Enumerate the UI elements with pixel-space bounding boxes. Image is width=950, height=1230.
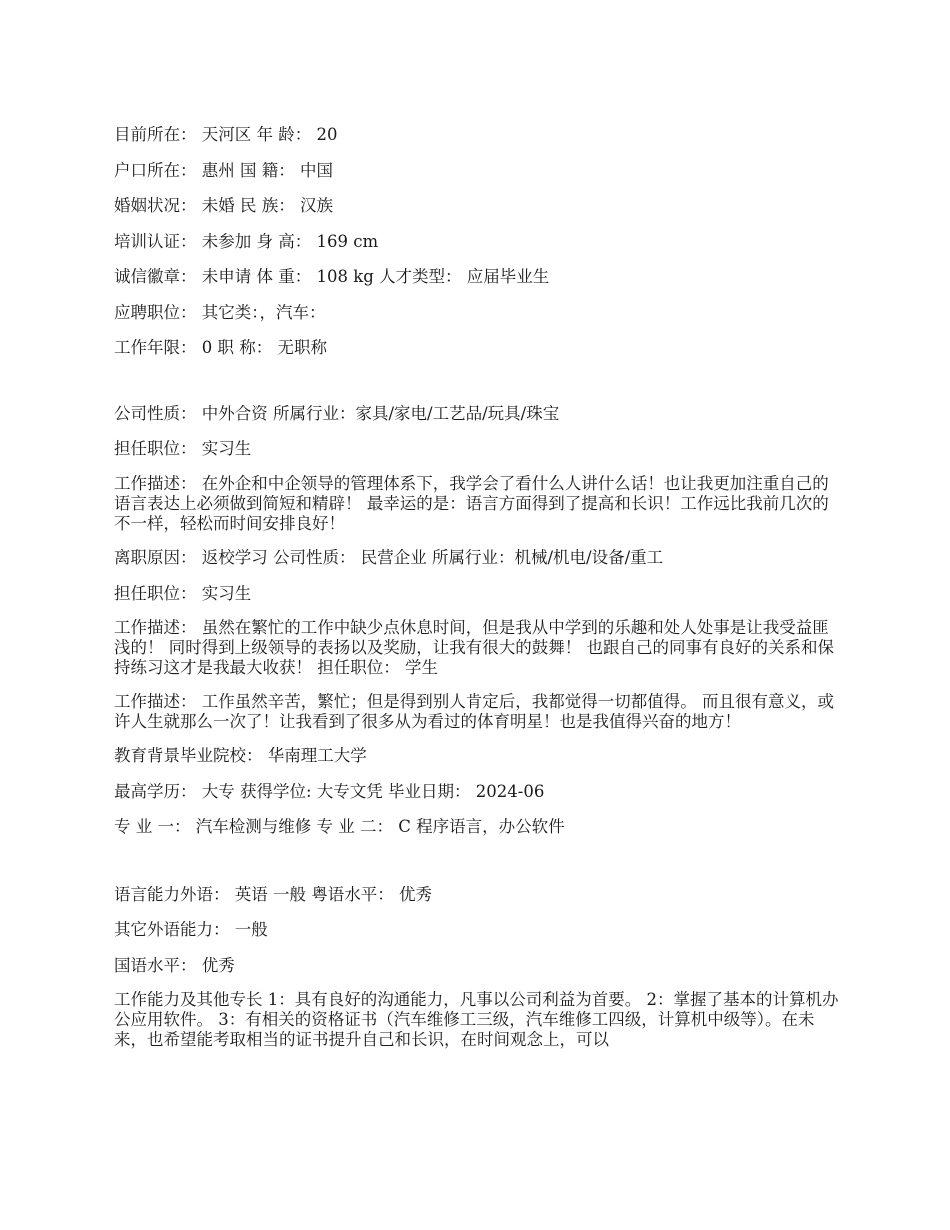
hukou-line: 户口所在： 惠州 国 籍： 中国	[114, 160, 333, 180]
job-description-paragraph: 工作描述： 虽然在繁忙的工作中缺少点休息时间，但是我从中学到的乐趣和处人处事是让我受益匪浅的！ 同时得到上级领导的表扬以及奖励，让我有很大的鼓舞！ 也跟自己的同事有良好的关系和保持练习这才是我最大收获！ 担任职位： 学生	[114, 618, 834, 677]
position-line: 担任职位： 实习生	[114, 439, 252, 458]
company-nature-line: 公司性质： 中外合资 所属行业：家具/家电/工艺品/玩具/珠宝	[114, 403, 560, 423]
leave-reason-line: 离职原因： 返校学习 公司性质： 民营企业 所属行业：机械/机电/设备/重工	[114, 548, 664, 567]
section-gap	[114, 852, 844, 884]
major-line: 专 业 一： 汽车检测与维修 专 业 二： C 程序语言，办公软件	[114, 817, 565, 836]
position-line: 担任职位： 实习生	[114, 583, 252, 603]
education-school-line: 教育背景毕业院校： 华南理工大学	[114, 746, 367, 765]
integrity-badge-line: 诚信徽章： 未申请 体 重： 108 kg 人才类型： 应届毕业生	[114, 267, 550, 286]
education-degree-line: 最高学历： 大专 获得学位: 大专文凭 毕业日期： 2024-06	[114, 781, 545, 801]
job-description-paragraph: 工作描述： 在外企和中企领导的管理体系下，我学会了看什么人讲什么话！也让我更加注重自己的语言表达上必须做到简短和精辟！ 最幸运的是：语言方面得到了提高和长识！工作远比我前几次的不一样，轻松而时间安排良好！	[114, 473, 829, 533]
language-ability-line: 语言能力外语： 英语 一般 粤语水平： 优秀	[114, 884, 432, 904]
resume-document	[114, 124, 844, 1064]
skills-paragraph: 工作能力及其他专长 1：具有良好的沟通能力，凡事以公司利益为首要。 2：掌握了基本的计算机办公应用软件。 3：有相关的资格证书（汽车维修工三级，汽车维修工四级，计算机中级等）。在未来，也希望能考取相当的证书提升自己和长识，在时间观念上，可以	[114, 990, 839, 1049]
current-location-line: 目前所在： 天河区 年 龄： 20	[114, 125, 338, 144]
marital-status-line: 婚姻状况： 未婚 民 族： 汉族	[114, 196, 333, 215]
mandarin-level-line: 国语水平： 优秀	[114, 955, 235, 975]
work-years-line: 工作年限： 0 职 称： 无职称	[114, 338, 327, 357]
other-language-line: 其它外语能力： 一般	[114, 920, 268, 939]
section-gap	[114, 373, 844, 403]
training-cert-line: 培训认证： 未参加 身 高： 169 cm	[114, 231, 379, 251]
applied-position-line: 应聘职位： 其它类：，汽车：	[114, 302, 326, 322]
job-description-paragraph: 工作描述： 工作虽然辛苦，繁忙；但是得到别人肯定后，我都觉得一切都值得。 而且很有意义，或许人生就那么一次了！让我看到了很多从为看过的体育明星！也是我值得兴奋的地方！	[114, 691, 834, 731]
